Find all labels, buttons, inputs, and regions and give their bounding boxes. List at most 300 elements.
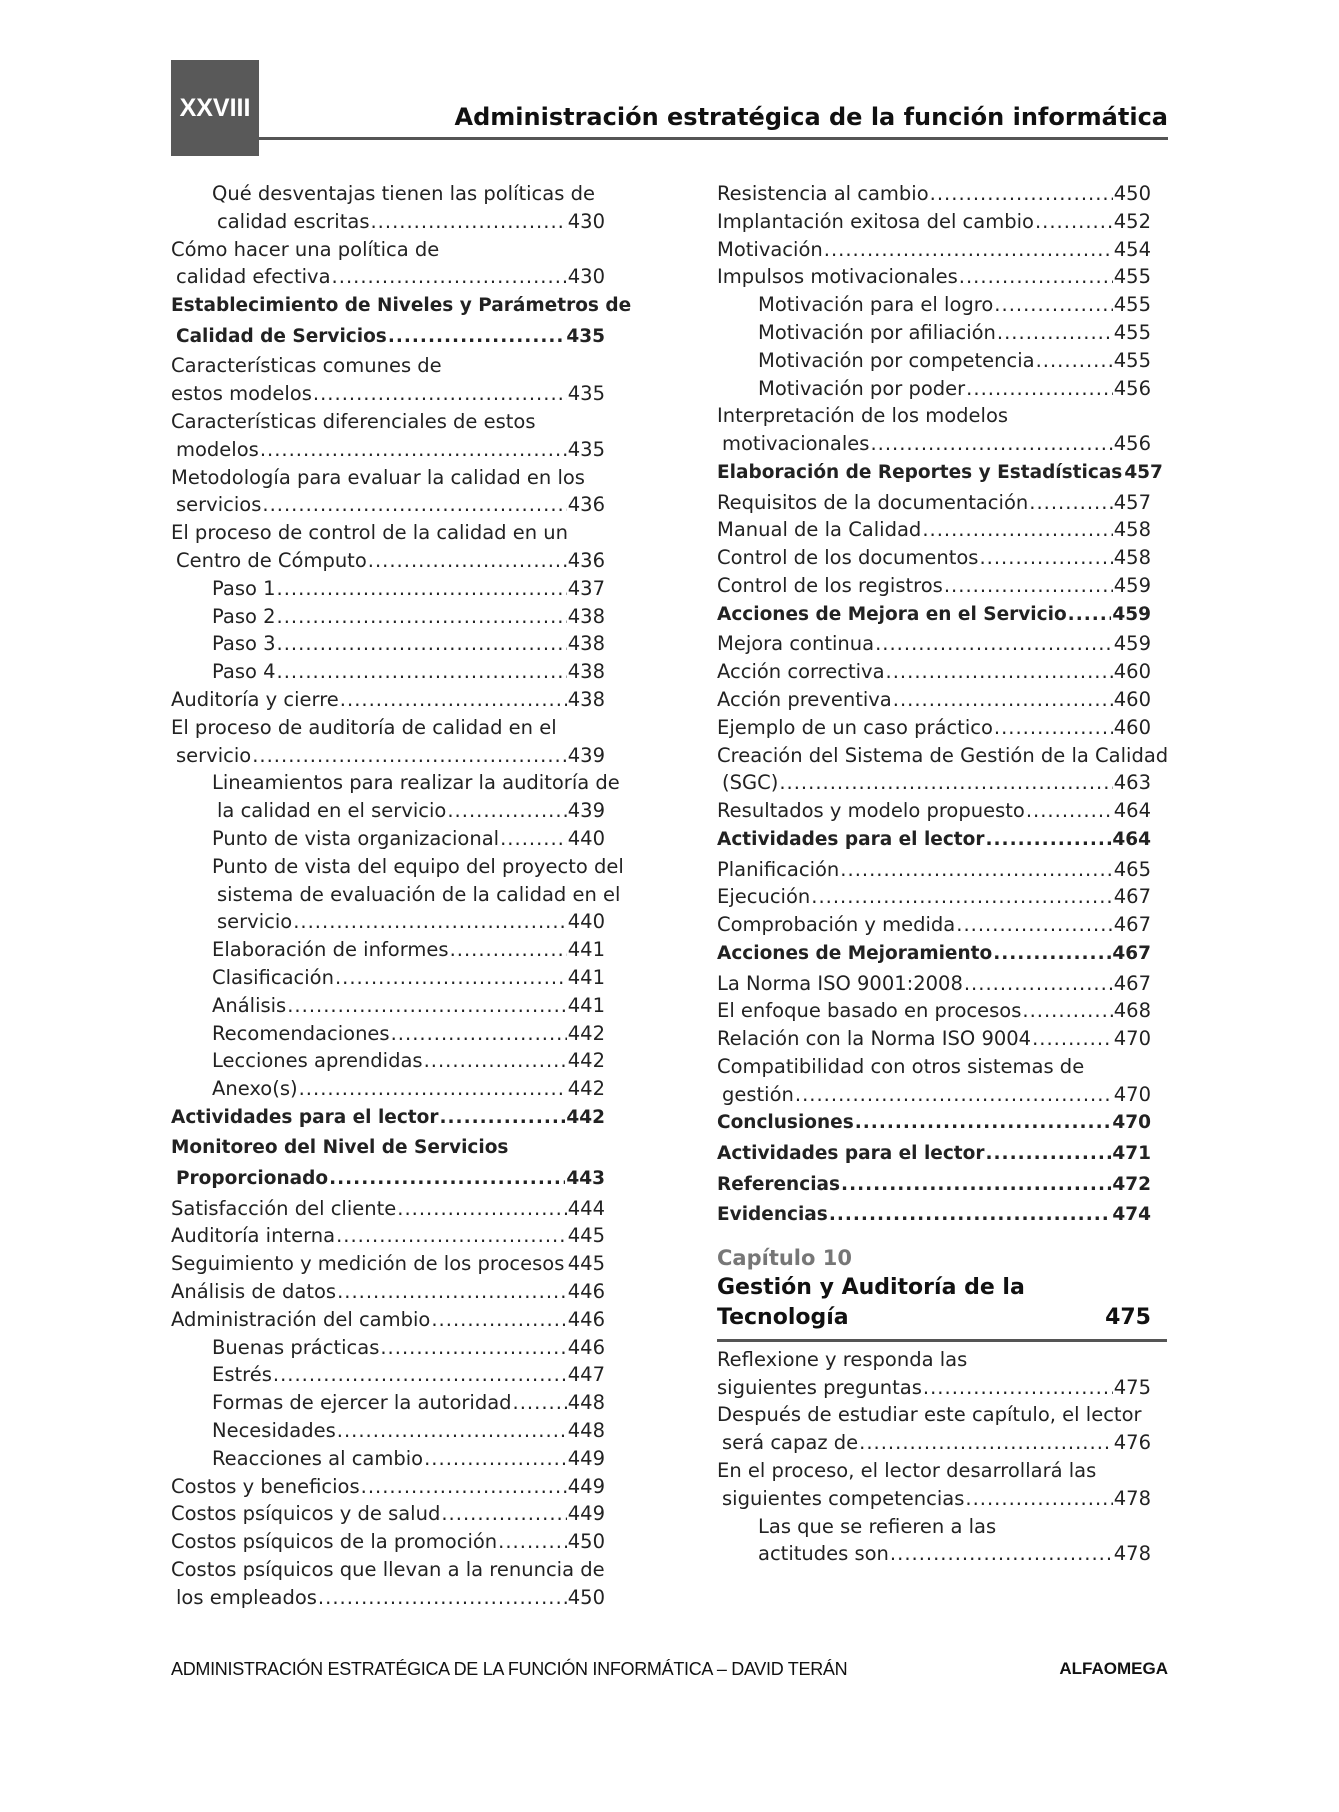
toc-entry-title: Análisis de datos	[171, 1280, 337, 1304]
toc-entry-title: (SGC)	[722, 771, 779, 795]
toc-entry	[717, 291, 1151, 319]
toc-entry-title: Motivación por competencia	[758, 348, 1035, 372]
toc-entry-page: 442	[567, 1049, 605, 1073]
dot-leader	[370, 208, 566, 236]
dot-leader	[498, 1528, 567, 1556]
dot-leader	[994, 291, 1112, 319]
toc-entry-page: 457	[1124, 461, 1163, 483]
dot-leader	[923, 1374, 1113, 1402]
toc-entry-page: 448	[567, 1419, 605, 1443]
toc-entry-page: 450	[1113, 182, 1151, 205]
toc-entry-page: 454	[1113, 237, 1151, 261]
dot-leader	[795, 1081, 1113, 1109]
toc-entry-title: Actividades para el lector	[171, 1106, 439, 1128]
dot-leader	[500, 825, 567, 853]
toc-entry-title: Actividades para el lector	[717, 828, 985, 850]
dot-leader	[859, 1429, 1113, 1457]
toc-entry	[171, 908, 605, 936]
toc-entry-title: Acciones de Mejoramiento	[717, 942, 993, 964]
toc-entry-title: Control de los registros	[717, 573, 943, 597]
toc-entry	[717, 516, 1151, 544]
toc-entry	[171, 1047, 605, 1075]
toc-entry-title: Seguimiento y medición de los procesos	[171, 1252, 565, 1276]
toc-entry	[171, 936, 605, 964]
dot-leader	[397, 1195, 567, 1223]
toc-entry	[171, 291, 632, 322]
toc-entry	[171, 1195, 605, 1223]
toc-entry-page: 447	[567, 1363, 605, 1387]
toc-entry-page: 467	[1113, 885, 1151, 909]
toc-entry-page: 455	[1113, 320, 1151, 344]
toc-entry-page: 441	[567, 938, 605, 962]
dot-leader	[513, 1389, 567, 1417]
toc-entry-title: Acción correctiva	[717, 660, 885, 684]
toc-entry-page: 435	[567, 437, 605, 461]
toc-entry-title: Auditoría y cierre	[171, 687, 339, 711]
toc-entry	[171, 208, 605, 236]
toc-entry-page: 435	[566, 325, 605, 347]
toc-entry	[717, 769, 1151, 797]
toc-entry	[717, 939, 1151, 970]
toc-entry	[171, 630, 605, 658]
chapter-label: Capítulo 10	[717, 1245, 852, 1270]
toc-entry-page: 460	[1113, 660, 1151, 684]
toc-entry	[717, 347, 1151, 375]
toc-entry	[717, 1540, 1151, 1568]
dot-leader	[252, 742, 567, 770]
toc-entry-title: Análisis	[212, 993, 287, 1017]
toc-entry-title: Compatibilidad con otros sistemas de	[717, 1054, 1085, 1078]
dot-leader	[441, 1500, 566, 1528]
dot-leader	[779, 769, 1112, 797]
toc-entry	[171, 1334, 605, 1362]
toc-entry-page: 444	[567, 1196, 605, 1220]
toc-entry-title: Paso 1	[212, 576, 276, 600]
toc-entry-page: 478	[1113, 1486, 1151, 1510]
toc-entry	[171, 1584, 605, 1612]
dot-leader	[336, 1222, 567, 1250]
toc-entry-page: 472	[1112, 1173, 1151, 1195]
toc-entry	[717, 797, 1151, 825]
dot-leader	[930, 180, 1113, 208]
dot-leader	[340, 686, 567, 714]
toc-entry	[717, 1374, 1151, 1402]
toc-entry-title: Lecciones aprendidas	[212, 1049, 423, 1073]
toc-entry-page: 438	[567, 604, 605, 628]
toc-entry-title: estos modelos	[171, 382, 312, 406]
toc-entry-page: 470	[1112, 1112, 1151, 1134]
toc-entry-title: Cómo hacer una política de	[171, 237, 440, 261]
dot-leader	[855, 1108, 1112, 1139]
toc-entry	[717, 714, 1151, 742]
toc-entry	[171, 491, 605, 519]
toc-entry-title: motivacionales	[722, 432, 870, 456]
toc-entry-title: Anexo(s)	[212, 1077, 298, 1101]
toc-entry-title: Requisitos de la documentación	[717, 490, 1029, 514]
toc-entry	[717, 1200, 1151, 1231]
dot-leader	[829, 1200, 1112, 1231]
toc-entry	[717, 1170, 1151, 1201]
toc-entry	[171, 352, 605, 380]
toc-entry-title: Paso 2	[212, 604, 276, 628]
toc-entry-title: Costos psíquicos y de salud	[171, 1502, 441, 1526]
toc-entry-title: Establecimiento de Niveles y Parámetros de	[171, 295, 632, 317]
toc-entry-page: 430	[567, 265, 605, 289]
toc-entry-title: Ejemplo de un caso práctico	[717, 715, 993, 739]
toc-entry-page: 442	[566, 1106, 605, 1128]
toc-entry	[717, 1139, 1151, 1170]
toc-entry-title: Control de los documentos	[717, 546, 979, 570]
toc-entry	[171, 1473, 605, 1501]
toc-entry-title: Reflexione y responda las	[717, 1347, 968, 1371]
toc-entry	[171, 519, 605, 547]
toc-entry-page: 468	[1113, 999, 1151, 1023]
toc-entry	[171, 1103, 605, 1134]
toc-entry	[717, 319, 1151, 347]
toc-entry-title: Motivación por poder	[758, 376, 966, 400]
toc-entry-title: En el proceso, el lector desarrollará las	[717, 1459, 1097, 1483]
toc-entry	[717, 1429, 1151, 1457]
header-rule	[259, 137, 1168, 140]
toc-entry-page: 459	[1113, 632, 1151, 656]
toc-entry-title: Buenas prácticas	[212, 1335, 380, 1359]
toc-entry-title: modelos	[176, 437, 259, 461]
dot-leader	[287, 992, 567, 1020]
footer-publisher: ALFAOMEGA	[1059, 1659, 1168, 1678]
toc-entry-title: Mejora continua	[717, 632, 875, 656]
toc-entry-page: 458	[1113, 518, 1151, 542]
toc-entry-title: Las que se refieren a las	[758, 1514, 997, 1538]
toc-entry-page: 467	[1112, 942, 1151, 964]
toc-entry-title: Qué desventajas tienen las políticas de	[212, 182, 595, 205]
dot-leader	[277, 575, 567, 603]
toc-entry	[171, 742, 605, 770]
toc-entry	[717, 180, 1151, 208]
toc-entry-title: Auditoría interna	[171, 1224, 336, 1248]
toc-entry-title: El proceso de control de la calidad en un	[171, 521, 569, 545]
toc-entry	[171, 380, 605, 408]
dot-leader	[565, 1250, 566, 1278]
toc-entry-page: 449	[567, 1446, 605, 1470]
toc-entry	[717, 544, 1151, 572]
toc-entry	[171, 1222, 605, 1250]
toc-entry-title: Resultados y modelo propuesto	[717, 799, 1025, 823]
toc-entry	[171, 992, 605, 1020]
dot-leader	[313, 380, 567, 408]
toc-entry-title: siguientes preguntas	[717, 1375, 922, 1399]
dot-leader	[890, 1540, 1113, 1568]
toc-entry-page: 459	[1113, 573, 1151, 597]
toc-entry-title: Ejecución	[717, 885, 811, 909]
dot-leader	[337, 1278, 567, 1306]
toc-entry-title: Administración del cambio	[171, 1307, 431, 1331]
dot-leader	[277, 658, 567, 686]
toc-entry-title: Después de estudiar este capítulo, el lector	[717, 1403, 1142, 1427]
toc-entry-title: Calidad de Servicios	[176, 325, 387, 347]
toc-entry-title: los empleados	[176, 1585, 317, 1609]
toc-entry	[717, 1346, 1151, 1374]
toc-entry-title: será capaz de	[722, 1431, 859, 1455]
dot-leader	[964, 970, 1113, 998]
toc-entry-title: Relación con la Norma ISO 9004	[717, 1027, 1032, 1051]
footer-book-title: ADMINISTRACIÓN ESTRATÉGICA DE LA FUNCIÓN INFORMÁTICA – DAVID TERÁN	[171, 1659, 848, 1679]
toc-entry-page: 471	[1112, 1143, 1151, 1165]
toc-entry-title: Estrés	[212, 1363, 272, 1387]
dot-leader	[299, 1075, 567, 1103]
toc-entry-page: 474	[1112, 1204, 1151, 1226]
toc-entry-title: Referencias	[717, 1173, 841, 1195]
toc-entry-title: Formas de ejercer la autoridad	[212, 1391, 512, 1415]
toc-entry	[717, 630, 1151, 658]
toc-entry	[171, 1250, 605, 1278]
dot-leader	[368, 547, 567, 575]
toc-entry-page: 436	[567, 548, 605, 572]
toc-entry-page: 450	[567, 1530, 605, 1554]
dot-leader	[388, 322, 566, 353]
toc-entry-title: Monitoreo del Nivel de Servicios	[171, 1137, 509, 1159]
toc-entry-title: Clasificación	[212, 965, 334, 989]
toc-entry-page: 455	[1113, 348, 1151, 372]
dot-leader	[893, 686, 1113, 714]
toc-entry-page: 442	[567, 1077, 605, 1101]
toc-entry-page: 430	[567, 209, 605, 233]
toc-entry-page: 475	[1113, 1375, 1151, 1399]
toc-entry-title: Motivación por afiliación	[758, 320, 996, 344]
dot-leader	[439, 1103, 565, 1134]
toc-entry	[171, 1133, 605, 1164]
toc-entry	[171, 603, 605, 631]
toc-entry-title: Motivación para el logro	[758, 293, 994, 317]
toc-entry-page: 437	[567, 576, 605, 600]
toc-entry	[717, 1081, 1151, 1109]
chapter-title-text-1: Gestión y Auditoría de la	[717, 1274, 1025, 1300]
toc-entry-title: El proceso de auditoría de calidad en el	[171, 715, 557, 739]
toc-entry	[171, 1020, 605, 1048]
chapter-rule	[717, 1339, 1167, 1342]
toc-entry-page: 449	[567, 1502, 605, 1526]
toc-entry	[171, 1556, 605, 1584]
toc-entry-page: 460	[1113, 715, 1151, 739]
toc-entry-title: la calidad en el servicio	[217, 799, 447, 823]
chapter-title-text-2: Tecnología	[717, 1304, 849, 1330]
toc-entry-title: Creación del Sistema de Gestión de la Calidad	[717, 743, 1169, 767]
dot-leader	[1026, 797, 1113, 825]
toc-entry-title: Costos y beneficios	[171, 1474, 360, 1498]
dot-leader	[811, 883, 1113, 911]
toc-entry	[717, 856, 1151, 884]
toc-entry-title: Acciones de Mejora en el Servicio	[717, 603, 1067, 625]
chapter-page-number: 475	[1105, 1304, 1151, 1330]
toc-entry-title: sistema de evaluación de la calidad en el	[217, 882, 621, 906]
toc-entry-title: Costos psíquicos que llevan a la renuncia de	[171, 1558, 605, 1582]
toc-entry-title: siguientes competencias	[722, 1486, 965, 1510]
toc-entry-page: 470	[1113, 1027, 1151, 1051]
toc-entry-page: 446	[567, 1280, 605, 1304]
toc-entry-title: calidad escritas	[217, 209, 370, 233]
toc-left-column	[171, 180, 632, 1612]
dot-leader	[979, 544, 1112, 572]
dot-leader	[1035, 208, 1113, 236]
toc-entry	[171, 769, 620, 797]
dot-leader	[260, 436, 567, 464]
toc-entry-title: Metodología para evaluar la calidad en los	[171, 465, 585, 489]
toc-entry-page: 464	[1113, 799, 1151, 823]
toc-entry-page: 439	[567, 799, 605, 823]
toc-entry	[717, 1108, 1151, 1139]
dot-leader	[262, 491, 566, 519]
toc-entry-title: Lineamientos para realizar la auditoría de	[212, 771, 620, 795]
toc-entry	[717, 489, 1151, 517]
toc-entry-page: 438	[567, 687, 605, 711]
toc-entry-page: 442	[567, 1021, 605, 1045]
dot-leader	[431, 1306, 566, 1334]
dot-leader	[994, 714, 1113, 742]
toc-entry-page: 439	[567, 743, 605, 767]
toc-entry	[171, 575, 605, 603]
toc-entry-title: Acción preventiva	[717, 687, 892, 711]
toc-entry-page: 446	[567, 1307, 605, 1331]
toc-entry	[171, 964, 605, 992]
dot-leader	[997, 319, 1113, 347]
toc-entry	[717, 402, 1151, 430]
toc-entry-page: 452	[1113, 209, 1151, 233]
dot-leader	[966, 375, 1113, 403]
dot-leader	[277, 603, 567, 631]
toc-entry-page: 463	[1113, 771, 1151, 795]
toc-entry-title: actitudes son	[758, 1542, 889, 1566]
toc-entry	[717, 458, 1163, 489]
chapter-title-line2	[717, 1303, 1151, 1333]
toc-entry	[717, 658, 1151, 686]
toc-entry-page: 459	[1112, 603, 1151, 625]
toc-entry	[171, 825, 605, 853]
toc-entry-page: 456	[1113, 376, 1151, 400]
toc-entry-page: 438	[567, 660, 605, 684]
toc-entry-page: 440	[567, 826, 605, 850]
dot-leader	[424, 1445, 567, 1473]
toc-entry-title: Reacciones al cambio	[212, 1446, 424, 1470]
toc-entry	[171, 686, 605, 714]
toc-entry-title: servicio	[176, 743, 252, 767]
toc-entry	[717, 1485, 1151, 1513]
toc-entry-title: Comprobación y medida	[717, 913, 956, 937]
toc-entry	[171, 1075, 605, 1103]
toc-entry	[717, 970, 1151, 998]
toc-entry-title: Actividades para el lector	[717, 1143, 985, 1165]
toc-entry-title: Recomendaciones	[212, 1021, 390, 1045]
toc-entry	[717, 263, 1151, 291]
toc-entry-page: 456	[1113, 432, 1151, 456]
dot-leader	[1029, 489, 1113, 517]
toc-entry-page: 464	[1112, 828, 1151, 850]
dot-leader	[993, 939, 1111, 970]
toc-entry	[717, 600, 1151, 631]
toc-entry	[171, 1361, 605, 1389]
toc-entry-title: Centro de Cómputo	[176, 548, 367, 572]
toc-entry	[717, 686, 1151, 714]
toc-entry-page: 440	[567, 910, 605, 934]
toc-entry	[171, 881, 621, 909]
toc-entry	[717, 1401, 1151, 1429]
dot-leader	[956, 911, 1113, 939]
dot-leader	[886, 658, 1113, 686]
dot-leader	[277, 630, 567, 658]
toc-entry-title: La Norma ISO 9001:2008	[717, 971, 963, 995]
toc-entry	[171, 1306, 605, 1334]
toc-entry	[717, 911, 1151, 939]
toc-entry-page: 467	[1113, 913, 1151, 937]
toc-entry-title: Elaboración de Reportes y Estadísticas	[717, 461, 1123, 483]
toc-entry-title: El enfoque basado en procesos	[717, 999, 1022, 1023]
dot-leader	[985, 825, 1111, 856]
dot-leader	[332, 263, 567, 291]
toc-entry-page: 450	[567, 1585, 605, 1609]
toc-entry-title: servicios	[176, 493, 262, 517]
toc-entry	[171, 547, 605, 575]
toc-entry-title: calidad efectiva	[176, 265, 331, 289]
toc-entry-page: 460	[1113, 687, 1151, 711]
toc-entry	[171, 714, 605, 742]
toc-entry-title: Satisfacción del cliente	[171, 1196, 397, 1220]
dot-leader	[875, 630, 1113, 658]
toc-entry-page: 441	[567, 965, 605, 989]
dot-leader	[1068, 600, 1112, 631]
toc-entry	[717, 572, 1151, 600]
toc-entry-page: 445	[567, 1252, 605, 1276]
toc-entry	[717, 375, 1151, 403]
dot-leader	[318, 1584, 567, 1612]
toc-entry	[171, 436, 605, 464]
toc-entry	[717, 430, 1151, 458]
toc-entry	[171, 408, 605, 436]
toc-entry-title: Interpretación de los modelos	[717, 404, 1009, 428]
toc-entry-title: Características comunes de	[171, 354, 442, 378]
dot-leader	[380, 1334, 566, 1362]
dot-leader	[959, 263, 1113, 291]
toc-entry	[171, 1164, 605, 1195]
toc-entry-title: servicio	[217, 910, 293, 934]
dot-leader	[922, 516, 1112, 544]
toc-entry-title: Paso 4	[212, 660, 276, 684]
dot-leader	[870, 430, 1112, 458]
dot-leader	[329, 1164, 565, 1195]
toc-entry	[717, 1513, 1151, 1541]
toc-entry-title: Necesidades	[212, 1419, 336, 1443]
toc-entry-page: 455	[1113, 293, 1151, 317]
toc-entry-page: 455	[1113, 265, 1151, 289]
dot-leader	[447, 797, 566, 825]
toc-entry	[171, 1278, 605, 1306]
toc-entry	[171, 1500, 605, 1528]
toc-entry	[171, 322, 605, 353]
toc-entry	[171, 1445, 605, 1473]
toc-entry	[717, 1053, 1151, 1081]
toc-entry	[171, 658, 605, 686]
dot-leader	[840, 856, 1112, 884]
chapter-entries	[717, 1346, 1151, 1568]
toc-entry	[717, 825, 1151, 856]
toc-entry-page: 476	[1113, 1431, 1151, 1455]
toc-entry-page: 467	[1113, 971, 1151, 995]
toc-entry-page: 436	[567, 493, 605, 517]
dot-leader	[824, 236, 1113, 264]
toc-entry-title: Motivación	[717, 237, 823, 261]
toc-entry-title: Paso 3	[212, 632, 276, 656]
dot-leader	[391, 1020, 567, 1048]
toc-entry	[171, 180, 605, 208]
toc-entry	[717, 236, 1151, 264]
toc-entry-page: 457	[1113, 490, 1151, 514]
